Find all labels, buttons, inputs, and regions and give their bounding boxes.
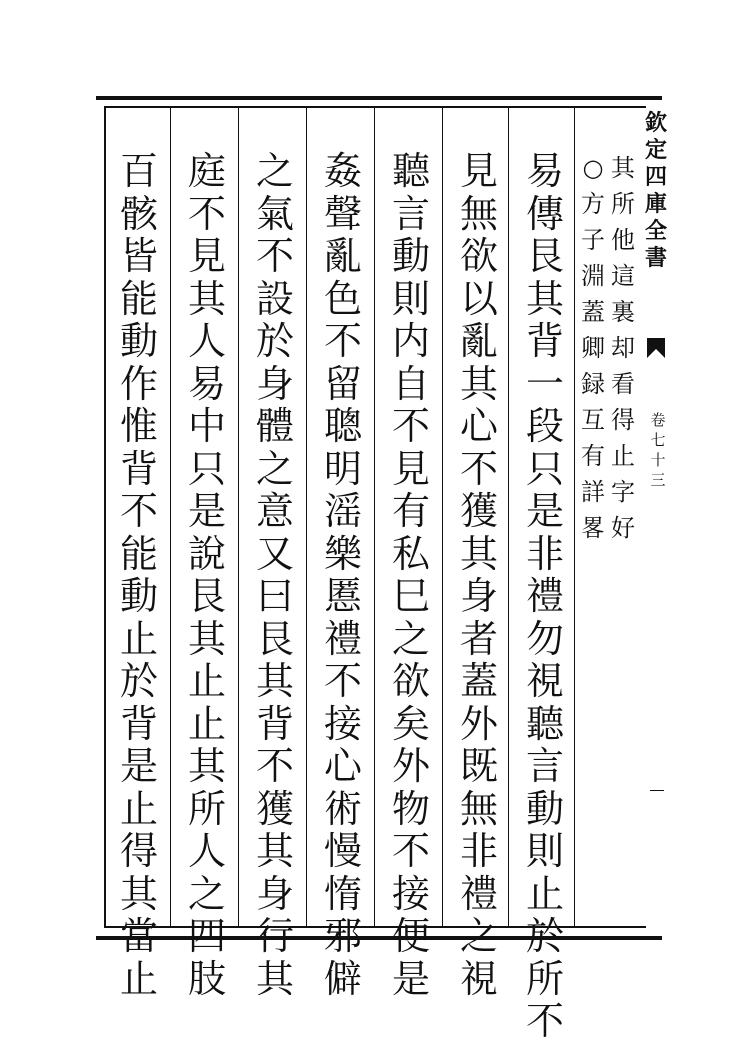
glyph: 所 — [611, 190, 635, 218]
glyph: 子 — [581, 226, 605, 254]
glyph: 欲 — [459, 234, 498, 278]
glyph: 接 — [391, 871, 430, 916]
glyph: 慝 — [323, 574, 362, 618]
glyph: 得 — [611, 406, 635, 434]
glyph: 樂 — [323, 531, 362, 576]
glyph: 見 — [459, 149, 498, 193]
glyph: 色 — [323, 276, 362, 321]
glyph: 心 — [323, 744, 362, 788]
glyph: 十 — [650, 451, 666, 469]
glyph: 易 — [525, 149, 564, 193]
glyph: 止 — [119, 786, 158, 831]
glyph: 艮 — [255, 616, 294, 661]
glyph: 之 — [187, 871, 226, 916]
glyph: 體 — [255, 404, 294, 448]
glyph: 止 — [119, 616, 158, 661]
glyph: 人 — [187, 829, 226, 873]
glyph: 既 — [459, 744, 498, 788]
glyph: 其 — [255, 829, 294, 873]
glyph: 能 — [119, 276, 158, 321]
glyph: 卿 — [581, 334, 605, 362]
glyph: 自 — [391, 361, 430, 406]
glyph: 淵 — [581, 262, 605, 290]
column-rule — [374, 106, 375, 926]
glyph: 外 — [459, 701, 498, 746]
glyph: 禮 — [323, 616, 362, 661]
glyph: 背 — [119, 446, 158, 491]
glyph: 蓋 — [581, 298, 605, 326]
glyph: 是 — [119, 744, 158, 788]
glyph: 肢 — [187, 956, 226, 1001]
glyph: 蓋 — [459, 659, 498, 703]
glyph: 接 — [323, 701, 362, 746]
glyph: 又 — [255, 531, 294, 576]
glyph: 只 — [187, 446, 226, 491]
glyph: 艮 — [187, 574, 226, 618]
glyph: 其 — [255, 956, 294, 1001]
glyph: 說 — [187, 531, 226, 576]
glyph: 不 — [255, 744, 294, 788]
text-column-1 — [514, 149, 576, 1043]
glyph: 四 — [187, 914, 226, 958]
glyph: 是 — [187, 489, 226, 533]
glyph: 百 — [119, 149, 158, 193]
column-rule — [442, 106, 443, 926]
glyph: 七 — [650, 431, 666, 449]
glyph: 亂 — [323, 234, 362, 278]
text-column-7 — [108, 149, 170, 1001]
glyph: 止 — [525, 871, 564, 916]
glyph: 是 — [391, 956, 430, 1001]
text-column-4 — [312, 149, 374, 1001]
glyph: 無 — [459, 786, 498, 831]
glyph: 見 — [391, 446, 430, 491]
glyph: 其 — [459, 531, 498, 576]
glyph: 其 — [459, 361, 498, 406]
glyph: 獲 — [255, 786, 294, 831]
glyph: 止 — [187, 701, 226, 746]
glyph: 止 — [119, 956, 158, 1001]
annotation-right — [608, 150, 638, 590]
glyph: 滛 — [323, 489, 362, 533]
annotation-left — [578, 150, 608, 590]
glyph: 全 — [644, 218, 667, 244]
glyph: 聽 — [391, 149, 430, 193]
glyph: 書 — [644, 245, 667, 271]
glyph: 巳 — [391, 574, 430, 618]
glyph: 動 — [391, 234, 430, 278]
glyph: 外 — [391, 744, 430, 788]
glyph: 方 — [581, 190, 605, 218]
glyph: ○ — [582, 154, 604, 182]
glyph: 其 — [255, 659, 294, 703]
glyph: 却 — [611, 334, 635, 362]
glyph: 得 — [119, 829, 158, 873]
glyph: 不 — [459, 446, 498, 491]
text-column-3 — [380, 149, 442, 1001]
glyph: 留 — [323, 361, 362, 406]
column-rule — [238, 106, 239, 926]
glyph: 録 — [581, 370, 605, 398]
glyph: 不 — [119, 489, 158, 533]
glyph: 者 — [459, 616, 498, 661]
glyph: 止 — [187, 659, 226, 703]
glyph: 於 — [119, 659, 158, 703]
glyph: 設 — [255, 276, 294, 321]
glyph: 其 — [525, 276, 564, 321]
glyph: 易 — [187, 361, 226, 406]
glyph: 庫 — [644, 191, 667, 217]
glyph: 人 — [187, 319, 226, 363]
glyph: 惟 — [119, 404, 158, 448]
glyph: 這 — [611, 262, 635, 290]
glyph: 不 — [323, 659, 362, 703]
glyph: 其 — [187, 276, 226, 321]
glyph: 不 — [391, 829, 430, 873]
glyph: 字 — [611, 478, 635, 506]
glyph: 有 — [581, 442, 605, 470]
glyph: 畧 — [581, 514, 605, 542]
glyph: 心 — [459, 404, 498, 448]
glyph: 作 — [119, 361, 158, 406]
glyph: 動 — [525, 786, 564, 831]
glyph: 氣 — [255, 191, 294, 236]
glyph: 不 — [525, 999, 564, 1043]
glyph: 卷 — [650, 411, 666, 429]
margin-dash — [650, 790, 664, 791]
glyph: 術 — [323, 786, 362, 831]
glyph: 禮 — [459, 871, 498, 916]
glyph: 聰 — [323, 404, 362, 448]
glyph: 一 — [525, 361, 564, 406]
glyph: 其 — [187, 744, 226, 788]
glyph: 他 — [611, 226, 635, 254]
glyph: 當 — [119, 914, 158, 958]
column-rule — [306, 106, 307, 926]
glyph: 於 — [525, 914, 564, 958]
glyph: 裏 — [611, 298, 635, 326]
glyph: 姦 — [323, 149, 362, 193]
glyph: 其 — [119, 871, 158, 916]
glyph: 動 — [119, 319, 158, 363]
glyph: 段 — [525, 404, 564, 448]
glyph: 其 — [611, 154, 635, 182]
glyph: 互 — [581, 406, 605, 434]
book-title — [644, 110, 668, 272]
glyph: 以 — [459, 276, 498, 321]
glyph: 視 — [459, 956, 498, 1001]
glyph: 亂 — [459, 319, 498, 363]
glyph: 中 — [187, 404, 226, 448]
glyph: 之 — [459, 914, 498, 958]
glyph: 曰 — [255, 574, 294, 618]
glyph: 視 — [525, 659, 564, 703]
glyph: 動 — [119, 574, 158, 618]
glyph: 骸 — [119, 191, 158, 236]
glyph: 内 — [391, 319, 430, 363]
glyph: 則 — [391, 276, 430, 321]
glyph: 艮 — [525, 234, 564, 278]
glyph: 則 — [525, 829, 564, 873]
glyph: 身 — [255, 361, 294, 406]
glyph: 非 — [459, 829, 498, 873]
glyph: 聽 — [525, 701, 564, 746]
glyph: 明 — [323, 446, 362, 491]
glyph: 定 — [644, 137, 667, 163]
glyph: 不 — [255, 234, 294, 278]
glyph: 止 — [611, 442, 635, 470]
glyph: 其 — [187, 616, 226, 661]
glyph: 所 — [525, 956, 564, 1001]
glyph: 於 — [255, 319, 294, 363]
glyph: 獲 — [459, 489, 498, 533]
glyph: 四 — [644, 164, 667, 190]
glyph: 不 — [187, 191, 226, 236]
glyph: 不 — [323, 319, 362, 363]
glyph: 私 — [391, 531, 430, 576]
column-rule — [170, 106, 171, 926]
glyph: 意 — [255, 489, 294, 533]
glyph: 好 — [611, 514, 635, 542]
glyph: 無 — [459, 191, 498, 236]
text-column-2 — [448, 149, 510, 1001]
glyph: 物 — [391, 786, 430, 831]
glyph: 便 — [391, 914, 430, 958]
glyph: 不 — [391, 404, 430, 448]
glyph: 行 — [255, 914, 294, 958]
glyph: 是 — [525, 489, 564, 533]
glyph: 欽 — [644, 110, 667, 136]
glyph: 之 — [255, 446, 294, 491]
glyph: 矣 — [391, 701, 430, 746]
glyph: 所 — [187, 786, 226, 831]
glyph: 欲 — [391, 659, 430, 703]
glyph: 詳 — [581, 478, 605, 506]
text-column-6 — [176, 149, 238, 1001]
glyph: 言 — [525, 744, 564, 788]
glyph: 背 — [255, 701, 294, 746]
glyph: 有 — [391, 489, 430, 533]
glyph: 背 — [119, 701, 158, 746]
glyph: 言 — [391, 191, 430, 236]
glyph: 皆 — [119, 234, 158, 278]
glyph: 非 — [525, 531, 564, 576]
glyph: 禮 — [525, 574, 564, 618]
glyph: 聲 — [323, 191, 362, 236]
glyph: 背 — [525, 319, 564, 363]
glyph: 邪 — [323, 914, 362, 958]
glyph: 能 — [119, 531, 158, 576]
glyph: 看 — [611, 370, 635, 398]
glyph: 身 — [459, 574, 498, 618]
glyph: 之 — [255, 149, 294, 193]
glyph: 勿 — [525, 616, 564, 661]
glyph: 之 — [391, 616, 430, 661]
volume-number — [648, 410, 668, 490]
glyph: 傳 — [525, 191, 564, 236]
glyph: 僻 — [323, 956, 362, 1001]
glyph: 身 — [255, 871, 294, 916]
glyph: 惰 — [323, 871, 362, 916]
glyph: 見 — [187, 234, 226, 278]
glyph: 三 — [650, 471, 666, 489]
text-column-5 — [244, 149, 306, 1001]
glyph: 庭 — [187, 149, 226, 193]
glyph: 慢 — [323, 829, 362, 873]
glyph: 只 — [525, 446, 564, 491]
